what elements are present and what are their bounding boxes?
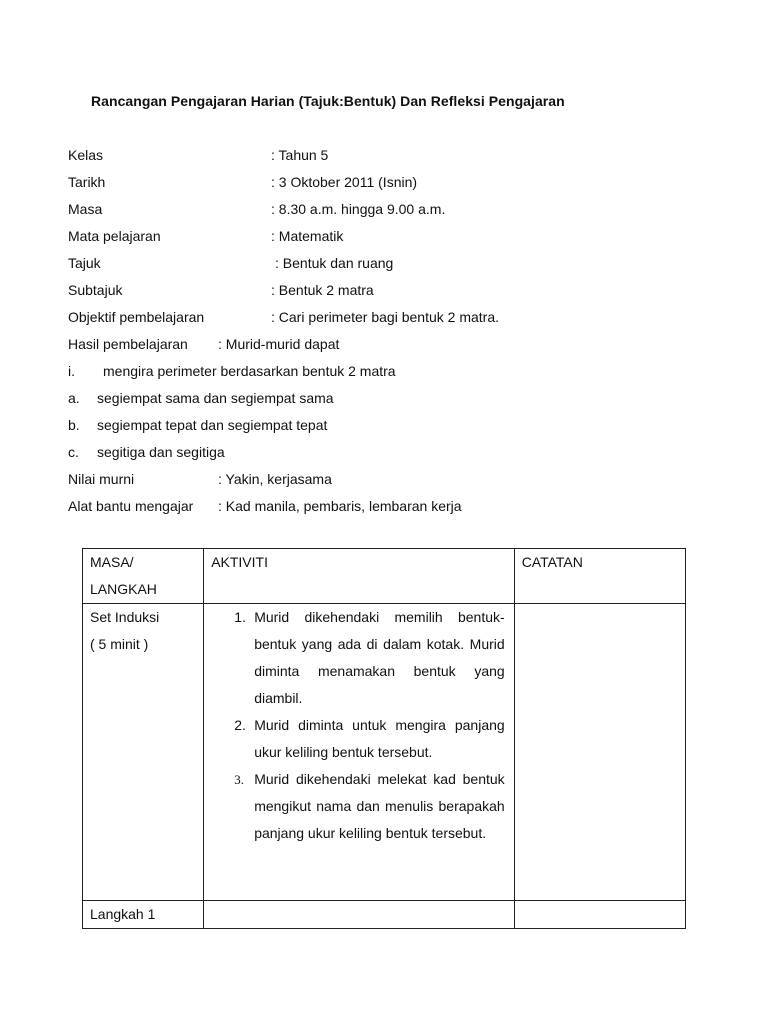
info-label: Subtajuk	[68, 282, 123, 298]
list-marker: i.	[68, 363, 75, 379]
info-row-tajuk	[68, 252, 708, 279]
info-value: : Murid-murid dapat	[218, 336, 340, 352]
info-row-nilai	[68, 468, 708, 495]
step-name: Set Induksi	[90, 609, 160, 625]
activities-cell	[204, 901, 515, 929]
info-label: Tarikh	[68, 174, 106, 190]
step-cell	[83, 604, 204, 901]
info-label: Tajuk	[68, 255, 101, 271]
catatan-cell	[514, 604, 685, 901]
header-masa: MASA/	[90, 554, 134, 570]
table-row	[83, 604, 686, 901]
list-item	[68, 441, 708, 468]
activity-list	[204, 604, 514, 847]
activity-number: 3.	[234, 772, 244, 787]
table-header-row	[83, 549, 686, 604]
list-text: segitiga dan segitiga	[97, 444, 225, 460]
activities-cell	[204, 604, 515, 901]
header-catatan-text: CATATAN	[521, 554, 583, 570]
activity-text: Murid dikehendaki memilih bentuk-bentuk yang ada di dalam kotak. Murid diminta menamakan bentuk yang diambil.	[254, 609, 505, 706]
table-row	[83, 901, 686, 929]
activity-text: Murid dikehendaki melekat kad bentuk mengikut nama dan menulis berapakah panjang ukur keliling bentuk tersebut.	[254, 771, 505, 841]
list-item	[68, 360, 708, 387]
info-value: : 8.30 a.m. hingga 9.00 a.m.	[271, 201, 446, 217]
info-label: Nilai murni	[68, 471, 135, 487]
info-value: : Tahun 5	[271, 147, 329, 163]
info-label: Alat bantu mengajar	[68, 498, 194, 514]
header-langkah: LANGKAH	[90, 581, 157, 597]
document-title: Rancangan Pengajaran Harian (Tajuk:Bentuk) Dan Refleksi Pengajaran	[91, 93, 565, 109]
list-marker: b.	[68, 417, 80, 433]
header-aktiviti-text: AKTIVITI	[211, 554, 268, 570]
activity-text: Murid diminta untuk mengira panjang ukur keliling bentuk tersebut.	[254, 717, 505, 760]
info-row-objektif	[68, 306, 708, 333]
info-value: : Bentuk 2 matra	[271, 282, 374, 298]
header-aktiviti	[204, 549, 515, 604]
step-duration: ( 5 minit )	[90, 636, 149, 652]
list-marker: c.	[68, 444, 79, 460]
info-row-hasil	[68, 333, 708, 360]
info-label: Mata pelajaran	[68, 228, 161, 244]
info-row-kelas	[68, 144, 708, 171]
list-item	[68, 414, 708, 441]
info-value: : Yakin, kerjasama	[218, 471, 332, 487]
lesson-plan-table	[82, 548, 686, 929]
list-text: mengira perimeter berdasarkan bentuk 2 matra	[103, 363, 396, 379]
activity-item	[216, 766, 505, 847]
info-value: : Kad manila, pembaris, lembaran kerja	[218, 498, 462, 514]
info-value: : Matematik	[271, 228, 344, 244]
info-label: Masa	[68, 201, 103, 217]
activity-item	[216, 712, 505, 766]
list-marker: a.	[68, 390, 80, 406]
info-value: : 3 Oktober 2011 (Isnin)	[271, 174, 418, 190]
catatan-cell	[514, 901, 685, 929]
info-value: : Bentuk dan ruang	[275, 255, 394, 271]
activity-number: 1.	[234, 609, 246, 625]
info-label: Hasil pembelajaran	[68, 336, 188, 352]
info-row-masa	[68, 198, 708, 225]
info-row-tarikh	[68, 171, 708, 198]
info-label: Kelas	[68, 147, 104, 163]
activity-number: 2.	[234, 717, 246, 733]
list-text: segiempat tepat dan segiempat tepat	[97, 417, 328, 433]
activity-item	[216, 604, 505, 712]
step-name: Langkah 1	[90, 906, 156, 922]
info-row-mata-pelajaran	[68, 225, 708, 252]
list-text: segiempat sama dan segiempat sama	[97, 390, 334, 406]
info-row-alat	[68, 495, 708, 522]
lesson-info	[68, 144, 708, 522]
step-cell	[83, 901, 204, 929]
list-item	[68, 387, 708, 414]
info-value: : Cari perimeter bagi bentuk 2 matra.	[271, 309, 499, 325]
info-row-subtajuk	[68, 279, 708, 306]
info-label: Objektif pembelajaran	[68, 309, 205, 325]
header-masa-langkah	[83, 549, 204, 604]
header-catatan	[514, 549, 685, 604]
